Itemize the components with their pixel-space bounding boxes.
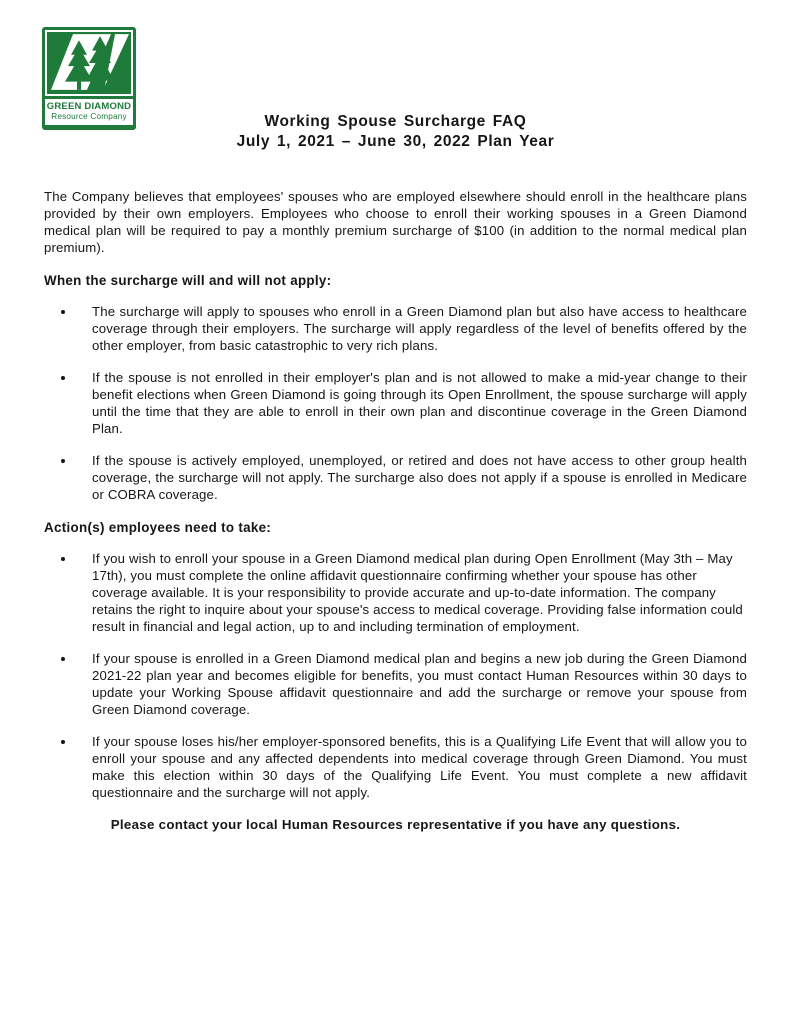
surcharge-apply-list	[44, 303, 747, 503]
logo-company-subtitle: Resource Company	[51, 112, 127, 121]
company-logo	[42, 27, 136, 130]
intro-paragraph: The Company believes that employees' spouses who are employed elsewhere should enroll in the healthcare plans provided by their own employers. Employees who choose to enroll their working spouses in a Green Diamond medical plan will be required to pay a monthly premium surcharge of $100 (in addition to the normal medical plan premium).	[44, 189, 747, 255]
list-item: • If your spouse is enrolled in a Green Diamond medical plan and begins a new job during the Green Diamond 2021-22 plan year and becomes eligible for benefits, you must contact Human Resources within 30 days to update your Working Spouse affidavit questionnaire and add the surcharge or remove your spouse from Green Diamond coverage.	[76, 650, 747, 718]
list-item: • If you wish to enroll your spouse in a Green Diamond medical plan during Open Enrollment (May 3th – May 17th), you must complete the online affidavit questionnaire confirming whether your spouse has other coverage available. It is your responsibility to provide accurate and up-to-date information. The company retains the right to inquire about your spouse's access to medical coverage. Providing false information could result in financial and legal action, up to and including termination of employment.	[76, 550, 747, 635]
logo-trees-icon	[45, 30, 133, 96]
title-line-1: Working Spouse Surcharge FAQ	[264, 113, 527, 130]
list-item: • If your spouse loses his/her employer-sponsored benefits, this is a Qualifying Life Event that will allow you to enroll your spouse and any affected dependents into medical coverage through Green Diamond. You must make this election within 30 days of the Qualifying Life Event. You must complete a new affidavit questionnaire and the surcharge will not apply.	[76, 733, 747, 801]
list-item: • If the spouse is not enrolled in their employer's plan and is not allowed to make a mid-year change to their benefit elections when Green Diamond is going through its Open Enrollment, the spouse surcharge will apply until the time that they are able to enroll in their own plan and discontinue coverage in the Green Diamond Plan.	[76, 369, 747, 437]
list-item: • If the spouse is actively employed, unemployed, or retired and does not have access to other group health coverage, the surcharge will not apply. The surcharge also does not apply if a spouse is enrolled in Medicare or COBRA coverage.	[76, 452, 747, 503]
list-item: • The surcharge will apply to spouses who enroll in a Green Diamond plan but also have access to healthcare coverage through their employers. The surcharge will apply regardless of the level of benefits offered by the other employer, from basic catastrophic to very rich plans.	[76, 303, 747, 354]
section-heading-employee-actions: Action(s) employees need to take:	[44, 520, 272, 535]
logo-company-name: GREEN DIAMOND	[46, 101, 132, 112]
document-body	[44, 188, 747, 801]
logo-wordmark	[45, 99, 133, 125]
employee-actions-list	[44, 550, 747, 801]
title-line-2: July 1, 2021 – June 30, 2022 Plan Year	[236, 133, 555, 150]
contact-hr-note: Please contact your local Human Resources representative if you have any questions.	[110, 817, 681, 832]
section-heading-surcharge-apply: When the surcharge will and will not apply:	[44, 273, 332, 288]
